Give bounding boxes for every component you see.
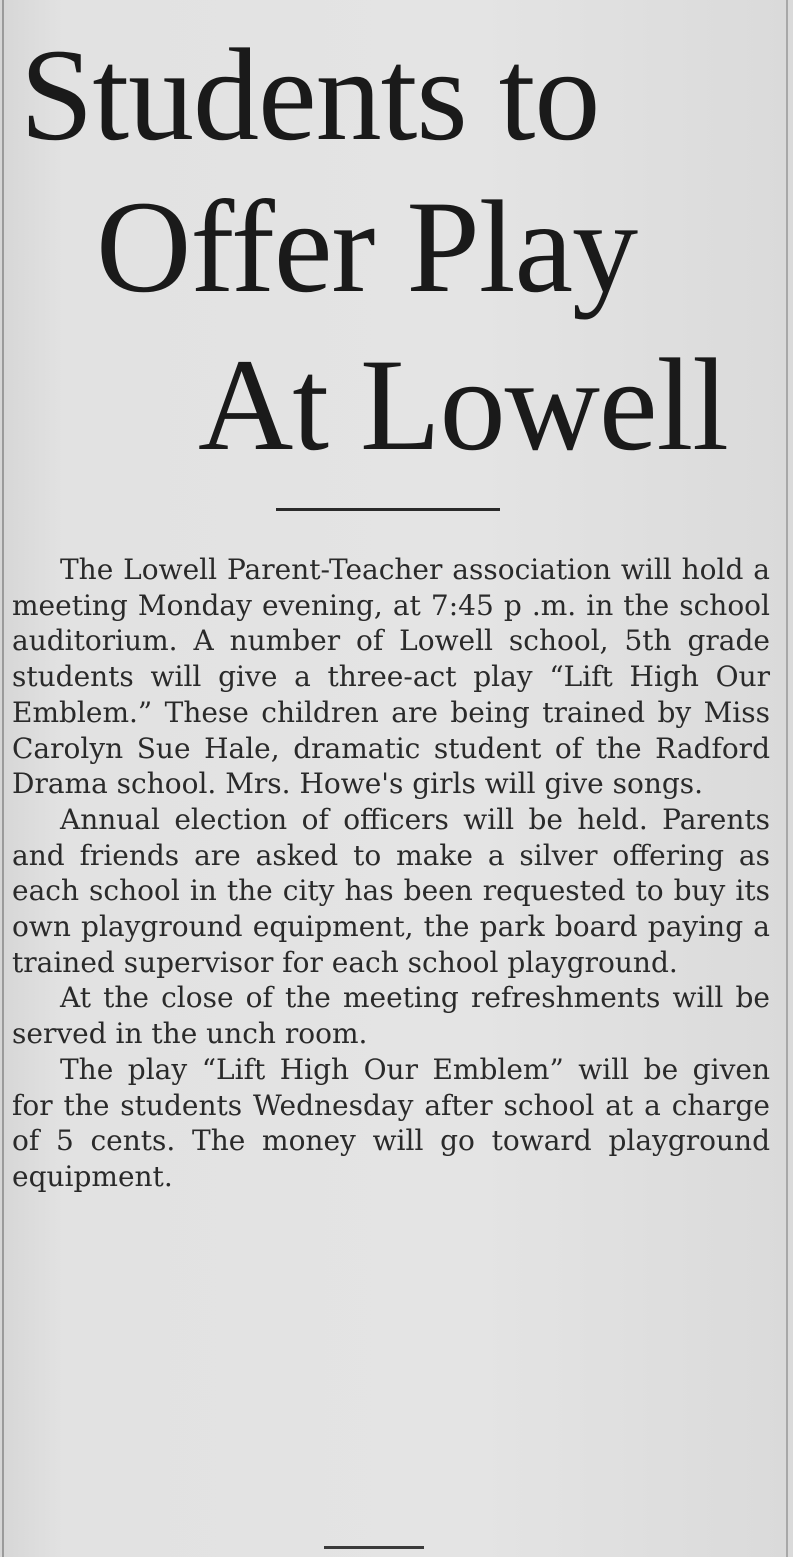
paragraph-election: Annual election of officers will be held. Parents and friends are asked to make a silver offering as each school in the city has been requested to buy its own playground equipment, the park board paying a trained supervisor for each school playground. — [12, 802, 770, 979]
paragraph-meeting: The Lowell Parent-Teacher association will hold a meeting Monday evening, at 7:45 p .m. in the school auditorium. A number of Lowell school, 5th grade students will give a three-act play “Lift High Our Emblem.” These children are being trained by Miss Carolyn Sue Hale, dramatic student of the Radford Drama school. Mrs. Howe's girls will give songs. — [12, 553, 770, 801]
bottom-divider — [324, 1546, 424, 1549]
headline-divider — [276, 508, 500, 511]
headline-line-3: At Lowell — [198, 331, 728, 478]
left-column-rule — [2, 0, 4, 1557]
headline-line-1: Students to — [20, 21, 600, 168]
paragraph-refreshments: At the close of the meeting refreshments will be served in the unch room. — [12, 981, 770, 1051]
article-body — [12, 552, 770, 1195]
paragraph-play-showing: The play “Lift High Our Emblem” will be given for the students Wednesday after school at a charge of 5 cents. The money will go toward playground equipment. — [12, 1052, 770, 1193]
right-column-rule — [786, 0, 788, 1557]
headline-line-2: Offer Play — [96, 173, 638, 320]
